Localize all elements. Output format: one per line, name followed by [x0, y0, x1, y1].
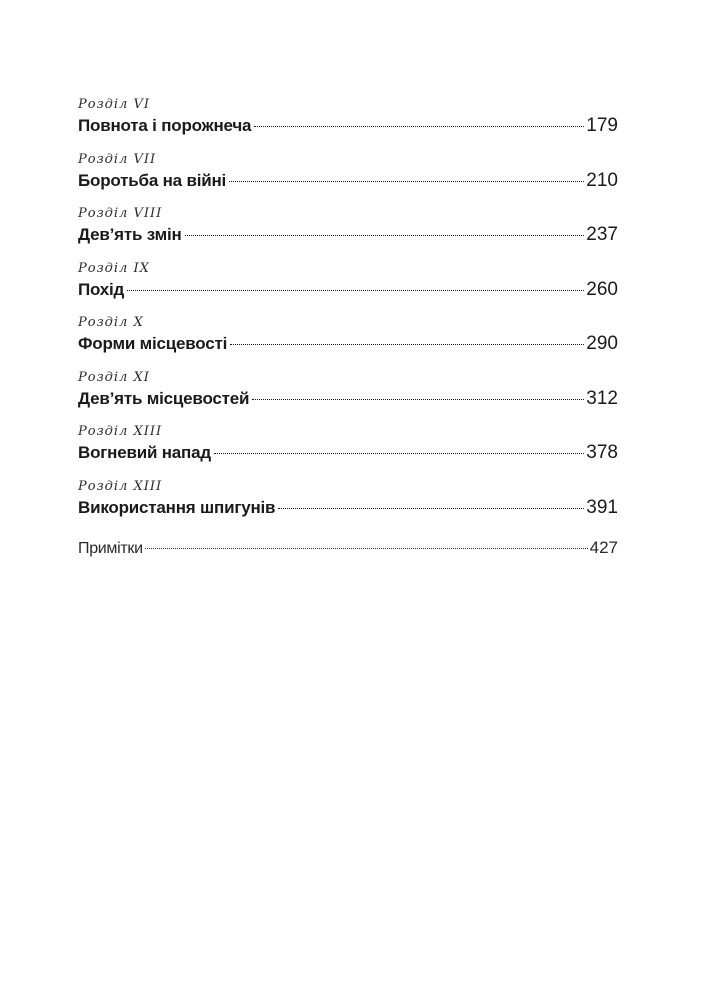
toc-line	[78, 114, 618, 138]
chapter-title: Повнота і порожнеча	[78, 116, 252, 135]
chapter-title: Вогневий напад	[78, 443, 211, 462]
dot-leader	[278, 508, 584, 509]
notes-title: Примітки	[78, 540, 143, 557]
chapter-label: Розділ XI	[78, 369, 150, 385]
chapter-label: Розділ VII	[78, 151, 157, 167]
chapter-label: Розділ XIII	[78, 478, 163, 494]
chapter-title: Форми місцевості	[78, 334, 228, 353]
toc-entry-chapter-8[interactable]	[78, 205, 618, 260]
chapter-title: Похід	[78, 279, 125, 299]
toc-entry-chapter-6[interactable]	[78, 96, 618, 151]
toc-entry-chapter-11[interactable]	[78, 369, 618, 424]
toc-entry-chapter-7[interactable]	[78, 151, 618, 206]
dot-leader	[230, 344, 584, 345]
page-number: 210	[586, 169, 618, 191]
toc-line	[78, 169, 618, 193]
chapter-label: Розділ XIII	[78, 424, 163, 439]
toc-entry-chapter-13a[interactable]	[78, 423, 618, 478]
toc-line	[78, 223, 618, 247]
chapter-title: Боротьба на війні	[78, 170, 227, 190]
dot-leader	[145, 548, 588, 549]
toc-line	[78, 332, 618, 356]
toc-line	[78, 278, 618, 302]
toc-entry-notes[interactable]	[78, 536, 618, 560]
toc-line	[78, 496, 618, 520]
page-number: 290	[586, 333, 618, 354]
chapter-label: Розділ VIII	[78, 206, 163, 221]
dot-leader	[127, 290, 584, 291]
chapter-title: Дев’ять змін	[78, 225, 182, 244]
page-number: 391	[586, 496, 618, 518]
dot-leader	[185, 235, 585, 236]
page-number: 312	[586, 387, 618, 409]
chapter-title: Використання шпигунів	[78, 497, 276, 517]
toc-entry-chapter-10[interactable]	[78, 314, 618, 369]
dot-leader	[214, 453, 584, 454]
toc-line	[78, 387, 618, 411]
page-number: 378	[586, 442, 618, 463]
dot-leader	[252, 399, 584, 400]
page-number: 260	[586, 278, 618, 300]
toc-line	[78, 441, 618, 465]
page-number: 237	[586, 224, 618, 245]
page-number: 179	[586, 115, 618, 136]
chapter-label: Розділ X	[78, 315, 144, 330]
page-number: 427	[589, 538, 618, 557]
dot-leader	[254, 126, 584, 127]
chapter-label: Розділ IX	[78, 260, 150, 276]
toc-entry-chapter-9[interactable]	[78, 260, 618, 315]
toc-entry-chapter-13b[interactable]	[78, 478, 618, 533]
chapter-label: Розділ VI	[78, 97, 150, 112]
table-of-contents	[78, 96, 618, 560]
chapter-title: Дев’ять місцевостей	[78, 388, 250, 408]
dot-leader	[229, 181, 584, 182]
